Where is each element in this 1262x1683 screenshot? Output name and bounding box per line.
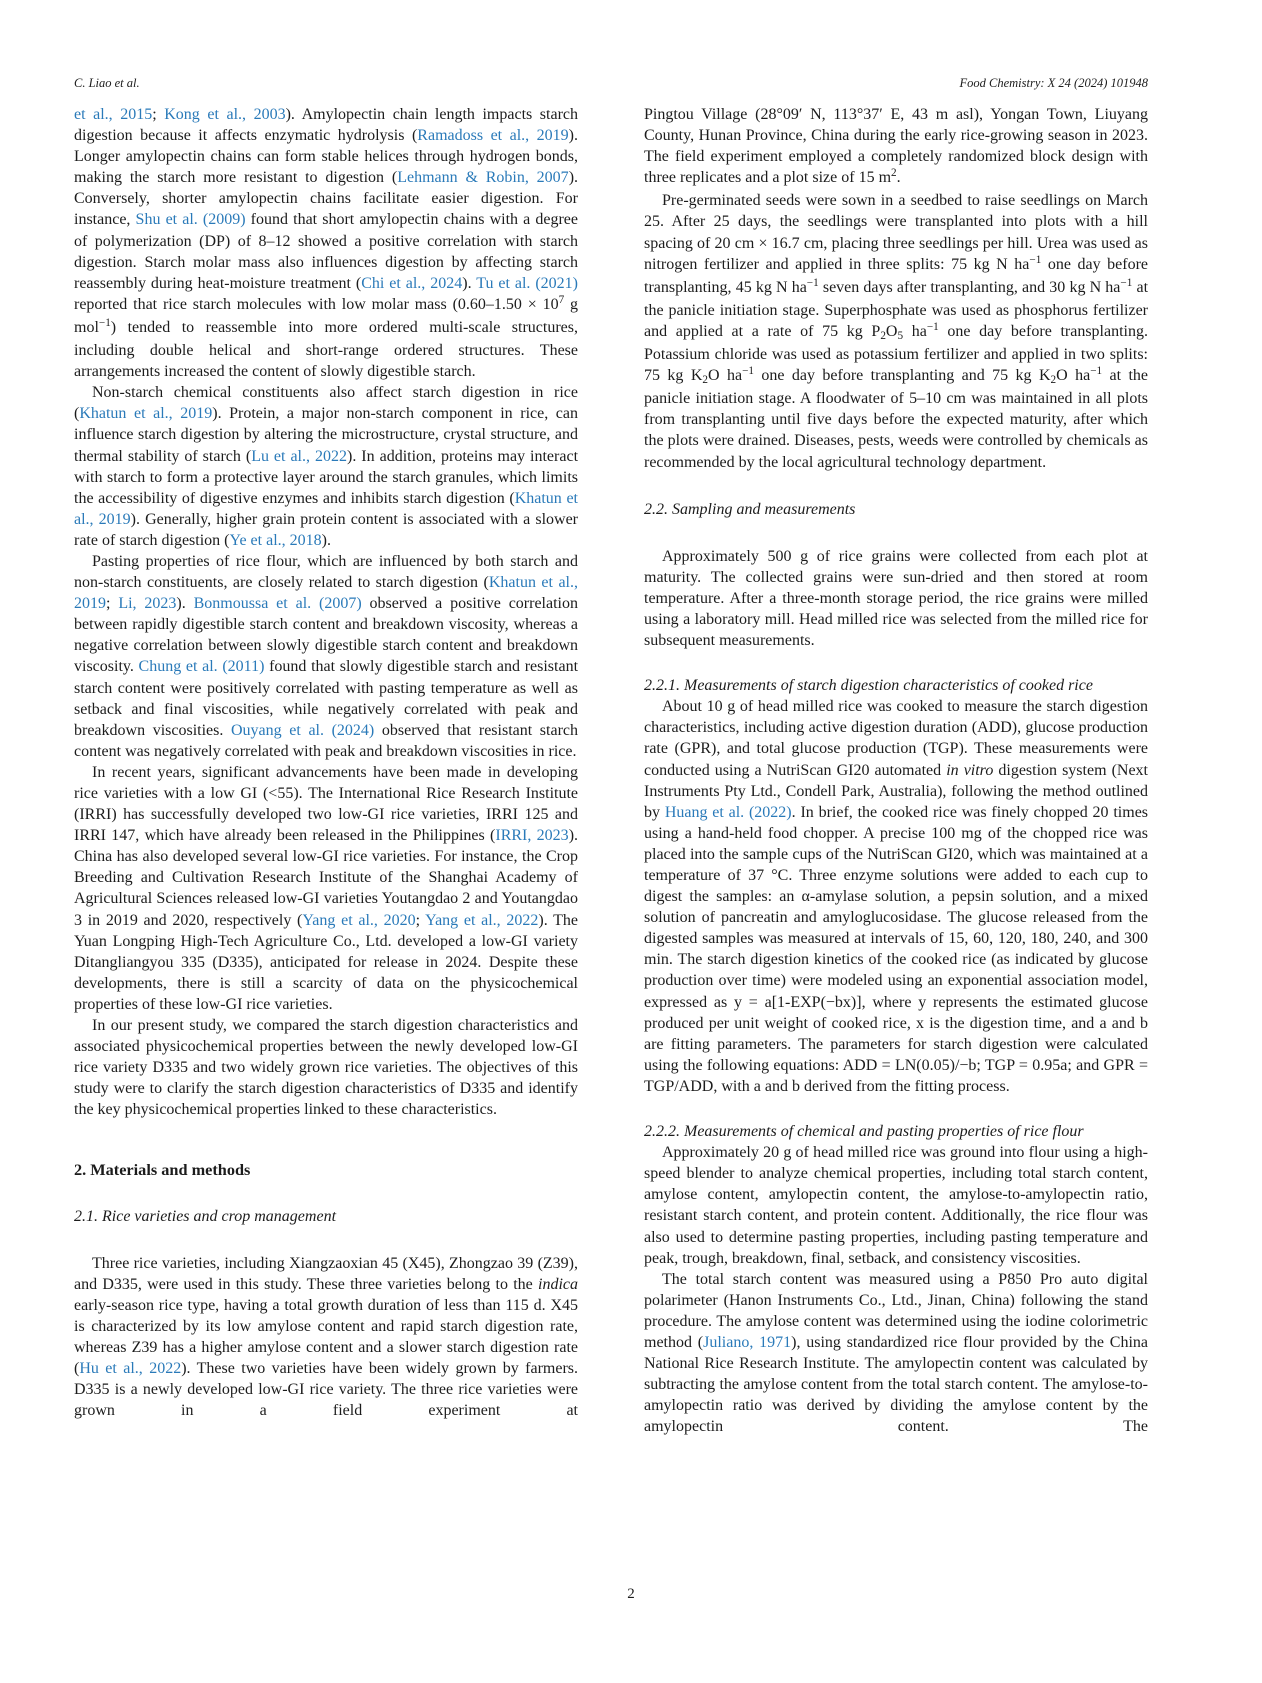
subsection-heading-sampling-measurements: 2.2. Sampling and measurements [644, 500, 856, 518]
superscript-text: −1 [742, 364, 754, 377]
superscript-text: −1 [1090, 364, 1103, 377]
citation-link[interactable]: Yang et al., 2022 [425, 911, 539, 929]
citation-link[interactable]: Ouyang et al. (2024) [231, 721, 375, 739]
paragraph: Three rice varieties, including Xiangzaoxian 45 (X45), Zhongzao 39 (Z39), and D335, were used in this study. These three varieties belong to the indica early-season rice type, having a total growth duration of less than 115 d. X45 is characterized by its low amylose content and rapid starch digestion rate, whereas Z39 has a higher amylose content and a slower starch digestion rate (Hu et al., 2022). These two varieties have been widely grown by farmers. D335 is a newly developed low-GI rice variety. The three rice varieties were grown in a field experiment at [74, 1254, 578, 1420]
superscript-text: 2 [891, 167, 897, 180]
paragraph: Approximately 500 g of rice grains were collected from each plot at maturity. The collected grains were sun-dried and then stored at room temperature. After a three-month storage period, the rice grains were milled using a laboratory mill. Head milled rice was selected from the milled rice for subsequent measurements. [644, 547, 1148, 650]
paragraph: In our present study, we compared the starch digestion characteristics and associated physicochemical properties between the newly developed low-GI rice variety D335 and two widely grown rice varieties. The objectives of this study were to clarify the starch digestion characteristics of D335 and identify the key physicochemical properties linked to these characteristics. [74, 1017, 578, 1119]
citation-link[interactable]: IRRI, 2023 [495, 827, 569, 845]
paragraph: Approximately 20 g of head milled rice was ground into flour using a high-speed blender to analyze chemical properties, including total starch content, amylose content, amylopectin content, the amylose-to-amylopectin ratio, resistant starch content, and protein content. Additionally, the rice flour was also used to determine pasting properties, including pasting temperature and peak, trough, breakdown, final, setback, and consistency viscosities. [644, 1144, 1148, 1267]
subsection-heading-rice-varieties: 2.1. Rice varieties and crop management [74, 1207, 337, 1225]
citation-link[interactable]: Chung et al. (2011) [138, 658, 265, 676]
italic-text: indica [538, 1275, 578, 1293]
superscript-text: −1 [806, 276, 819, 289]
running-author: C. Liao et al. [74, 76, 140, 90]
citation-link[interactable]: Li, 2023 [118, 595, 177, 613]
paragraph: Non-starch chemical constituents also affect starch digestion in rice (Khatun et al., 2019). Protein, a major non-starch component in rice, can influence starch digestion by altering the microstructure, crystal structure, and thermal stability of starch (Lu et al., 2022). In addition, proteins may interact with starch to form a protective layer around the starch granules, which limits the accessibility of digestive enzymes and inhibits starch digestion (Khatun et al., 2019). Generally, higher grain protein content is associated with a slower rate of starch digestion (Ye et al., 2018). [74, 384, 579, 549]
subsubsection-heading-starch-digestion: 2.2.1. Measurements of starch digestion characteristics of cooked rice [644, 677, 1093, 695]
superscript-text: −1 [98, 316, 111, 329]
subsubsection-heading-chemical-pasting: 2.2.2. Measurements of chemical and pasting properties of rice flour [644, 1123, 1084, 1141]
superscript-text: −1 [1120, 276, 1133, 289]
subscript-text: 2 [880, 329, 886, 342]
page-header [74, 76, 1148, 91]
page-number: 2 [627, 1586, 635, 1602]
journal-citation: Food Chemistry: X 24 (2024) 101948 [959, 76, 1148, 90]
paragraph: In recent years, significant advancements have been made in developing rice varieties with a low GI (<55). The International Rice Research Institute (IRRI) has successfully developed two low-GI rice varieties, IRRI 125 and IRRI 147, which have already been released in the Philippines (IRRI, 2023). China has also developed several low-GI rice varieties. For instance, the Crop Breeding and Cultivation Research Institute of the Shanghai Academy of Agricultural Sciences released low-GI varieties Youtangdao 2 and Youtangdao 3 in 2019 and 2020, respectively (Yang et al., 2020; Yang et al., 2022). The Yuan Longping High-Tech Agriculture Co., Ltd. developed a low-GI variety Ditangliangyou 335 (D335), anticipated for release in 2024. Despite these developments, there is still a scarcity of data on the physicochemical properties of these low-GI rice varieties. [74, 763, 579, 1013]
paragraph: et al., 2015; Kong et al., 2003). Amylopectin chain length impacts starch digestion because it affects enzymatic hydrolysis (Ramadoss et al., 2019). Longer amylopectin chains can form stable helices through hydrogen bonds, making the starch more resistant to digestion (Lehmann & Robin, 2007). Conversely, shorter amylopectin chains facilitate easier digestion. For instance, Shu et al. (2009) found that short amylopectin chains with a degree of polymerization (DP) of 8–12 showed a positive correlation with starch digestion. Starch molar mass also influences digestion by affecting starch reassembly during heat-moisture treatment (Chi et al., 2024). Tu et al. (2021) reported that rice starch molecules with low molar mass ($0.60-1.50 \times 10^7$ g mol$^{-1}$) tended to reassemble into more ordered multi-scale structures, including double helical and short-range ordered structures. These arrangements increased the content of slowly digestible starch. [74, 106, 579, 381]
citation-link[interactable]: Lu et al., 2022 [251, 447, 347, 465]
citation-link[interactable]: Juliano, 1971 [703, 1333, 792, 1351]
page-footer [0, 1586, 1262, 1603]
citation-link[interactable]: Khatun et al., 2019 [79, 405, 213, 423]
left-column [74, 104, 578, 1437]
citation-link[interactable]: Ramadoss et al., 2019 [417, 127, 569, 145]
two-column-body [74, 104, 1148, 1437]
paragraph: The total starch content was measured using a P850 Pro auto digital polarimeter (Hanon Instruments Co., Ltd., Jinan, China) following the stand procedure. The amylose content was determined using the iodine colorimetric method (Juliano, 1971), using standardized rice flour provided by the China National Rice Research Institute. The amylopectin content was calculated by subtracting the amylose content from the total starch content. The amylose-to-amylopectin ratio was derived by dividing the amylose content by the amylopectin content. The [644, 1270, 1148, 1436]
citation-link[interactable]: Khatun et al., 2019 [74, 489, 578, 528]
citation-link[interactable]: Kong et al., 2003 [164, 106, 286, 123]
citation-link[interactable]: Yang et al., 2020 [302, 911, 416, 929]
citation-link[interactable]: Ye et al., 2018 [229, 531, 322, 549]
italic-text: in vitro [946, 761, 994, 779]
citation-link[interactable]: Hu et al., 2022 [79, 1360, 182, 1378]
citation-link[interactable]: Chi et al., 2024 [361, 274, 463, 292]
citation-link[interactable]: Bonmoussa et al. (2007) [193, 595, 362, 613]
citation-link[interactable]: Tu et al. (2021) [476, 274, 579, 292]
right-column [644, 104, 1148, 1437]
citation-link[interactable]: Lehmann & Robin, 2007 [397, 169, 569, 187]
subscript-text: 2 [702, 373, 708, 386]
paragraph: Pre-germinated seeds were sown in a seedbed to raise seedlings on March 25. After 25 days, the seedlings were transplanted into plots with a hill spacing of 20 cm × 16.7 cm, placing three seedlings per hill. Urea was used as nitrogen fertilizer and applied in three splits: 75 kg N $ha^{-1}$ one day before transplanting, 45 kg N $ha^{-1}$ seven days after transplanting, and 30 kg N $ha^{-1}$ at the panicle initiation stage. Superphosphate was used as phosphorus fertilizer and applied at a rate of 75 kg P2O5 $ha^{-1}$ one day before transplanting. Potassium chloride was used as potassium fertilizer and applied in two splits: 75 kg K2O $ha^{-1}$ one day before transplanting and 75 kg K2O $ha^{-1}$ at the panicle initiation stage. A floodwater of 5–10 cm was maintained in all plots from transplanting until five days before the expected maturity, after which the plots were drained. Diseases, pests, weeds were controlled by chemicals as recommended by the local agricultural technology department. [644, 192, 1149, 471]
superscript-text: −1 [1029, 253, 1042, 266]
subscript-text: 5 [897, 329, 904, 342]
superscript-text: −1 [926, 320, 939, 333]
paragraph: Pasting properties of rice flour, which are influenced by both starch and non-starch constituents, are closely related to starch digestion (Khatun et al., 2019; Li, 2023). Bonmoussa et al. (2007) observed a positive correlation between rapidly digestible starch content and breakdown viscosity, whereas a negative correlation between slowly digestible starch content and breakdown viscosity. Chung et al. (2011) found that slowly digestible starch and resistant starch content were positively correlated with pasting temperature as well as setback and final viscosities, while negatively correlated with peak and breakdown viscosities. Ouyang et al. (2024) observed that resistant starch content was negatively correlated with peak and breakdown viscosities in rice. [74, 552, 579, 760]
citation-link[interactable]: Shu et al. (2009) [135, 211, 246, 229]
paragraph: Pingtou Village (28°09′ N, 113°37′ E, 43 m asl), Yongan Town, Liuyang County, Hunan Province, China during the early rice-growing season in 2023. The field experiment employed a completely randomized block design with three replicates and a plot size of 15 $m^2$. [644, 106, 1148, 187]
subscript-text: 2 [1050, 373, 1057, 386]
superscript-text: 7 [558, 293, 565, 306]
citation-link[interactable]: Huang et al. (2022) [664, 803, 792, 821]
citation-link[interactable]: Khatun et al., 2019 [74, 574, 579, 613]
citation-link[interactable]: et al., 2015 [74, 106, 153, 123]
paragraph: About 10 g of head milled rice was cooked to measure the starch digestion characteristics, including active digestion duration (ADD), glucose production rate (GPR), and total glucose production (TGP). These measurements were conducted using a NutriScan GI20 automated in vitro digestion system (Next Instruments Pty Ltd., Condell Park, Australia), following the method outlined by Huang et al. (2022). In brief, the cooked rice was finely chopped 20 times using a hand-held food chopper. A precise 100 mg of the chopped rice was placed into the sample cups of the NutriScan GI20, which was maintained at a temperature of 37 °C. Three enzyme solutions were added to each cup to digest the samples: an α-amylase solution, a pepsin solution, and a mixed solution of pancreatin and amyloglucosidase. The glucose released from the digested samples was measured at intervals of 15, 60, 120, 180, 240, and 300 min. The starch digestion kinetics of the cooked rice (as indicated by glucose production over time) were modeled using an exponential association model, expressed as y = a[1-EXP(−bx)], where y represents the estimated glucose produced per unit weight of cooked rice, x is the digestion time, and a and b are fitting parameters. The parameters for starch digestion were calculated using the following equations: ADD = LN(0.05)/−b; TGP = 0.95a; and GPR = TGP/ADD, with a and b derived from the fitting process. [644, 698, 1149, 1095]
section-heading-materials-and-methods: 2. Materials and methods [74, 1159, 251, 1179]
